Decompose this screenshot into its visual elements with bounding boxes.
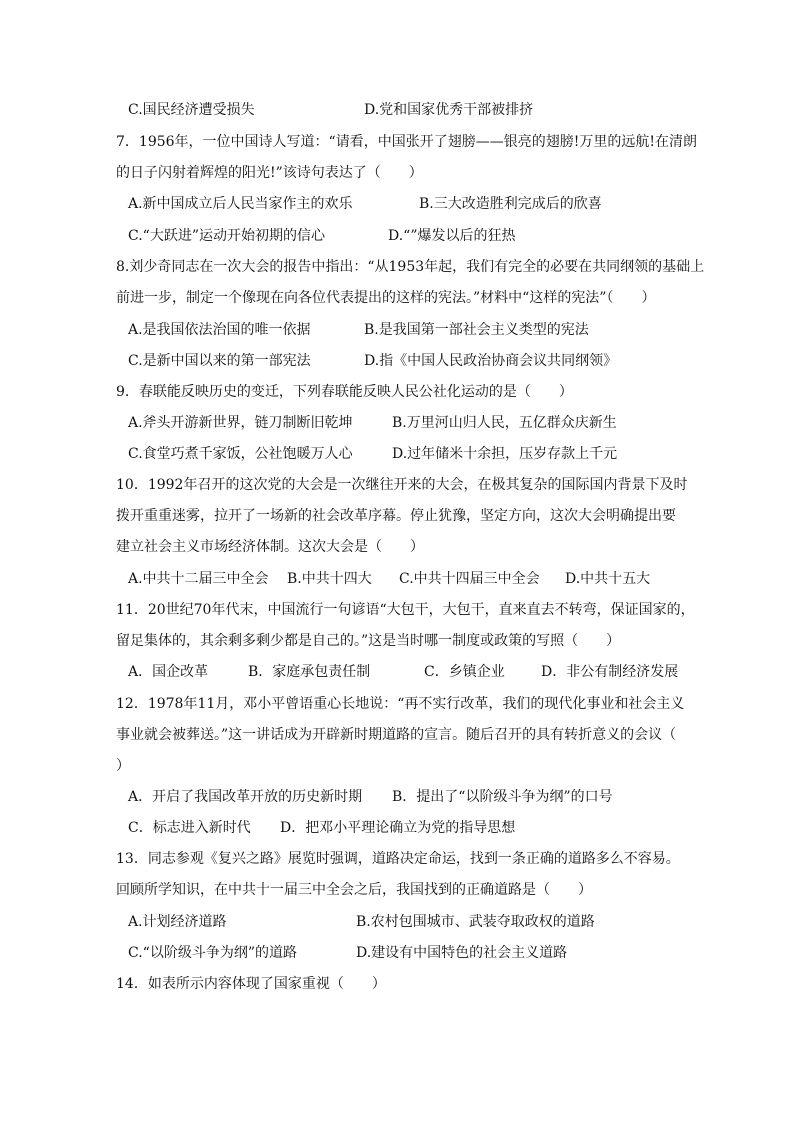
- q11-option-a: A．国企改革: [128, 664, 209, 680]
- q9-option-b: B.万里河山归人民，五亿群众庆新生: [392, 415, 617, 431]
- q10-stem-line2: 拨开重重迷雾，拉开了一场新的社会改革序幕。停止犹豫，坚定方向，这次大会明确提出要: [116, 508, 676, 524]
- q8-option-c: C.是新中国以来的第一部宪法: [128, 353, 311, 369]
- q12-option-c: C．标志进入新时代: [128, 820, 251, 836]
- q12-stem-line2: 事业就会被葬送。”这一讲话成为开辟新时期道路的宣言。随后召开的具有转折意义的会议（: [116, 727, 677, 743]
- q12-option-a: A．开启了我国改革开放的历史新时期: [128, 789, 363, 805]
- q12-option-d: D．把邓小平理论确立为党的指导思想: [280, 820, 516, 836]
- q9-option-a: A.斧头开游新世界，链刀制断旧乾坤: [128, 415, 353, 431]
- q10-option-b: B.中共十四大: [287, 571, 372, 587]
- q10-stem-line1: 10．1992年召开的这次党的大会是一次继往开来的大会，在极其复杂的国际国内背景下及时: [116, 477, 688, 493]
- q11-stem-line2: 留足集体的，其余剩多剩少都是自己的。”这是当时哪一制度或政策的写照（ ）: [116, 633, 621, 649]
- q13-option-c: C.“以阶级斗争为纲”的道路: [128, 945, 297, 961]
- q9-option-c: C.食堂巧煮千家饭，公社饱暖万人心: [128, 446, 353, 462]
- q10-option-d: D.中共十五大: [565, 571, 651, 587]
- q9-option-d: D.过年储米十余担，压岁存款上千元: [392, 446, 618, 462]
- q10-option-a: A.中共十二届三中全会: [128, 571, 269, 587]
- q13-option-a: A.计划经济道路: [128, 914, 227, 930]
- q8-option-b: B.是我国第一部社会主义类型的宪法: [364, 322, 589, 338]
- q13-option-b: B.农村包围城市、武装夺取政权的道路: [356, 914, 595, 930]
- q8-option-a: A.是我国依法治国的唯一依据: [128, 322, 311, 338]
- q7-option-b: B.三大改造胜利完成后的欣喜: [419, 196, 602, 212]
- q7-stem-line1: 7．1956年，一位中国诗人写道：“请看，中国张开了翅膀——银亮的翅膀!万里的远航!在清朗: [116, 134, 697, 150]
- q10-option-c: C.中共十四届三中全会: [399, 571, 540, 587]
- q11-stem-line1: 11．20世纪70年代末，中国流行一句谚语“大包干，大包干，直来直去不转弯，保证国家的，: [116, 602, 695, 618]
- q8-stem-line2: 前进一步，制定一个像现在向各位代表提出的这样的宪法。”材料中“这样的宪法”（ ）: [116, 290, 656, 306]
- q7-option-a: A.新中国成立后人民当家作主的欢乐: [128, 196, 353, 212]
- q12-stem-line3: ）: [116, 758, 130, 774]
- q11-option-c: C．乡镇企业: [424, 664, 505, 680]
- q8-stem-line1: 8.刘少奇同志在一次大会的报告中指出：“从1953年起，我们有完全的必要在共同纲领的基础上: [116, 259, 705, 275]
- q13-stem-line2: 回顾所学知识，在中共十一届三中全会之后，我国找到的正确道路是（ ）: [116, 882, 592, 898]
- q7-option-d: D.“”爆发以后的狂热: [388, 228, 516, 244]
- q13-stem-line1: 13．同志参观《复兴之路》展览时强调，道路决定命运，找到一条正确的道路多么不容易。: [116, 851, 680, 867]
- q9-stem-line1: 9．春联能反映历史的变迁，下列春联能反映人民公社化运动的是（ ）: [116, 384, 573, 400]
- q14-stem-line1: 14．如表所示内容体现了国家重视（ ）: [116, 976, 386, 992]
- q7-stem-line2: 的日子闪射着辉煌的阳光!”该诗句表达了（ ）: [116, 165, 423, 181]
- q11-option-d: D．非公有制经济发展: [541, 664, 679, 680]
- q12-stem-line1: 12．1978年11月，邓小平曾语重心长地说：“再不实行改革，我们的现代化事业和社会主义: [116, 696, 685, 712]
- q12-option-b: B．提出了“以阶级斗争为纲”的口号: [392, 789, 613, 805]
- q8-option-d: D.指《中国人民政治协商会议共同纲领》: [364, 353, 618, 369]
- q7-option-c: C.“大跃进”运动开始初期的信心: [128, 228, 325, 244]
- q6-option-d: D.党和国家优秀干部被排挤: [364, 102, 534, 118]
- q10-stem-line3: 建立社会主义市场经济体制。这次大会是（ ）: [116, 539, 424, 555]
- q6-option-c: C.国民经济遭受损失: [128, 102, 255, 118]
- q11-option-b: B．家庭承包责任制: [248, 664, 371, 680]
- q13-option-d: D.建设有中国特色的社会主义道路: [356, 945, 568, 961]
